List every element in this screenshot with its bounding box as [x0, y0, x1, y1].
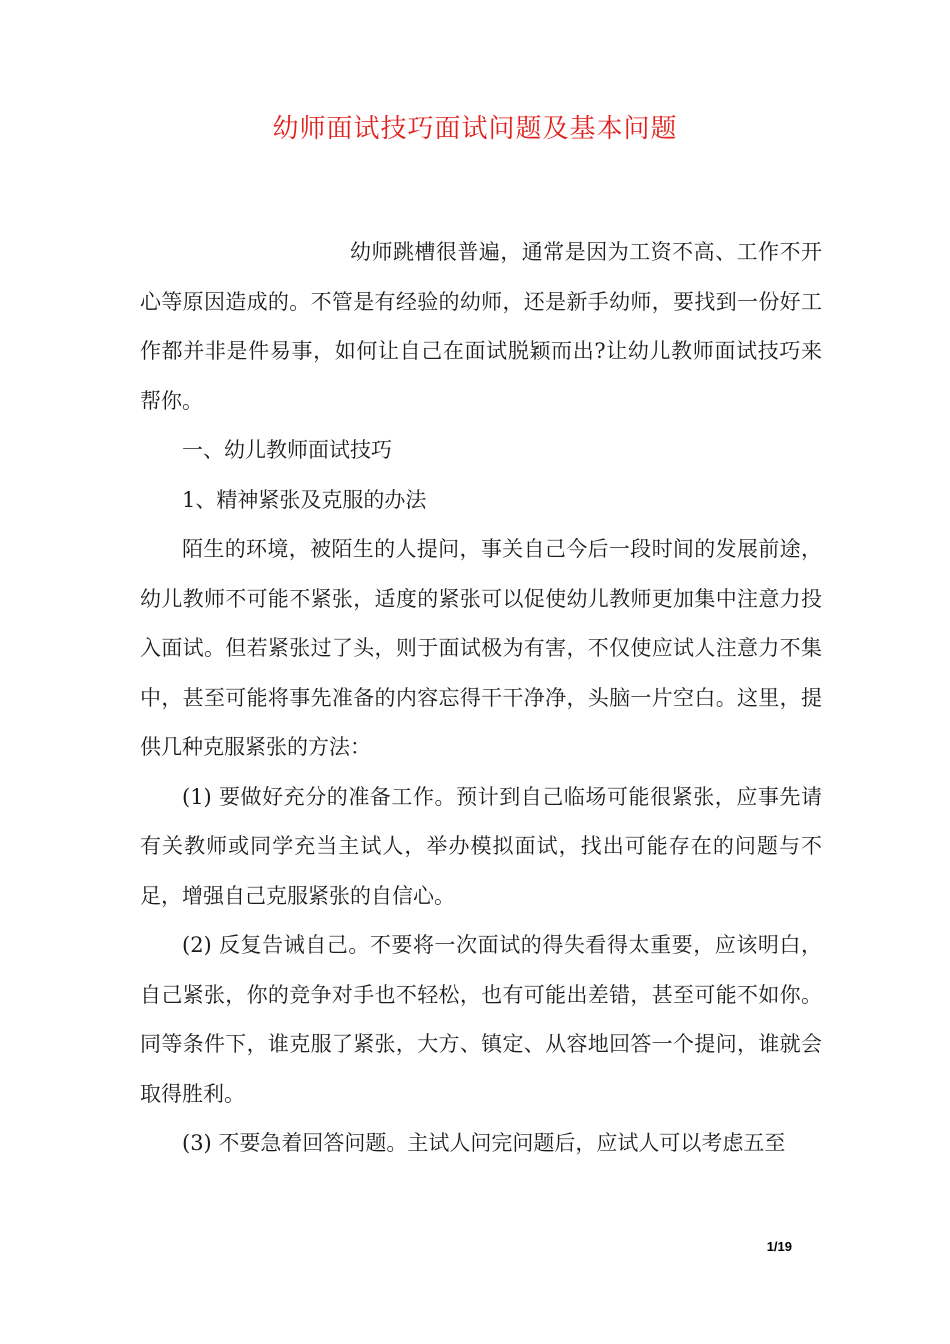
list-item-1: (1) 要做好充分的准备工作。预计到自己临场可能很紧张，应事先请有关教师或同学充当主试人，举办模拟面试，找出可能存在的问题与不足，增强自己克服紧张的自信心。 [140, 784, 822, 908]
document-body [140, 228, 822, 1169]
page-number: 1/19 [766, 1239, 792, 1254]
subsection-heading: 1、精神紧张及克服的办法 [182, 487, 427, 512]
list-item-3: (3) 不要急着回答问题。主试人问完问题后，应试人可以考虑五至 [182, 1131, 786, 1155]
section-heading: 一、幼儿教师面试技巧 [182, 438, 392, 462]
list-item-2: (2) 反复告诫自己。不要将一次面试的得失看得太重要，应该明白，自己紧张，你的竞争对手也不轻松，也有可能出差错，甚至可能不如你。同等条件下，谁克服了紧张，大方、镇定、从容地回答一个提问，谁就会取得胜利。 [140, 933, 822, 1106]
document-title: 幼师面试技巧面试问题及基本问题 [272, 114, 678, 144]
intro-paragraph: 幼师跳槽很普遍，通常是因为工资不高、工作不开心等原因造成的。不管是有经验的幼师，还是新手幼师，要找到一份好工作都并非是件易事，如何让自己在面试脱颖而出?让幼儿教师面试技巧来帮你。 [140, 240, 822, 413]
body-paragraph: 陌生的环境，被陌生的人提问，事关自己今后一段时间的发展前途，幼儿教师不可能不紧张，适度的紧张可以促使幼儿教师更加集中注意力投入面试。但若紧张过了头，则于面试极为有害，不仅使应试人注意力不集中，甚至可能将事先准备的内容忘得干干净净，头脑一片空白。这里，提供几种克服紧张的方法： [140, 537, 822, 759]
